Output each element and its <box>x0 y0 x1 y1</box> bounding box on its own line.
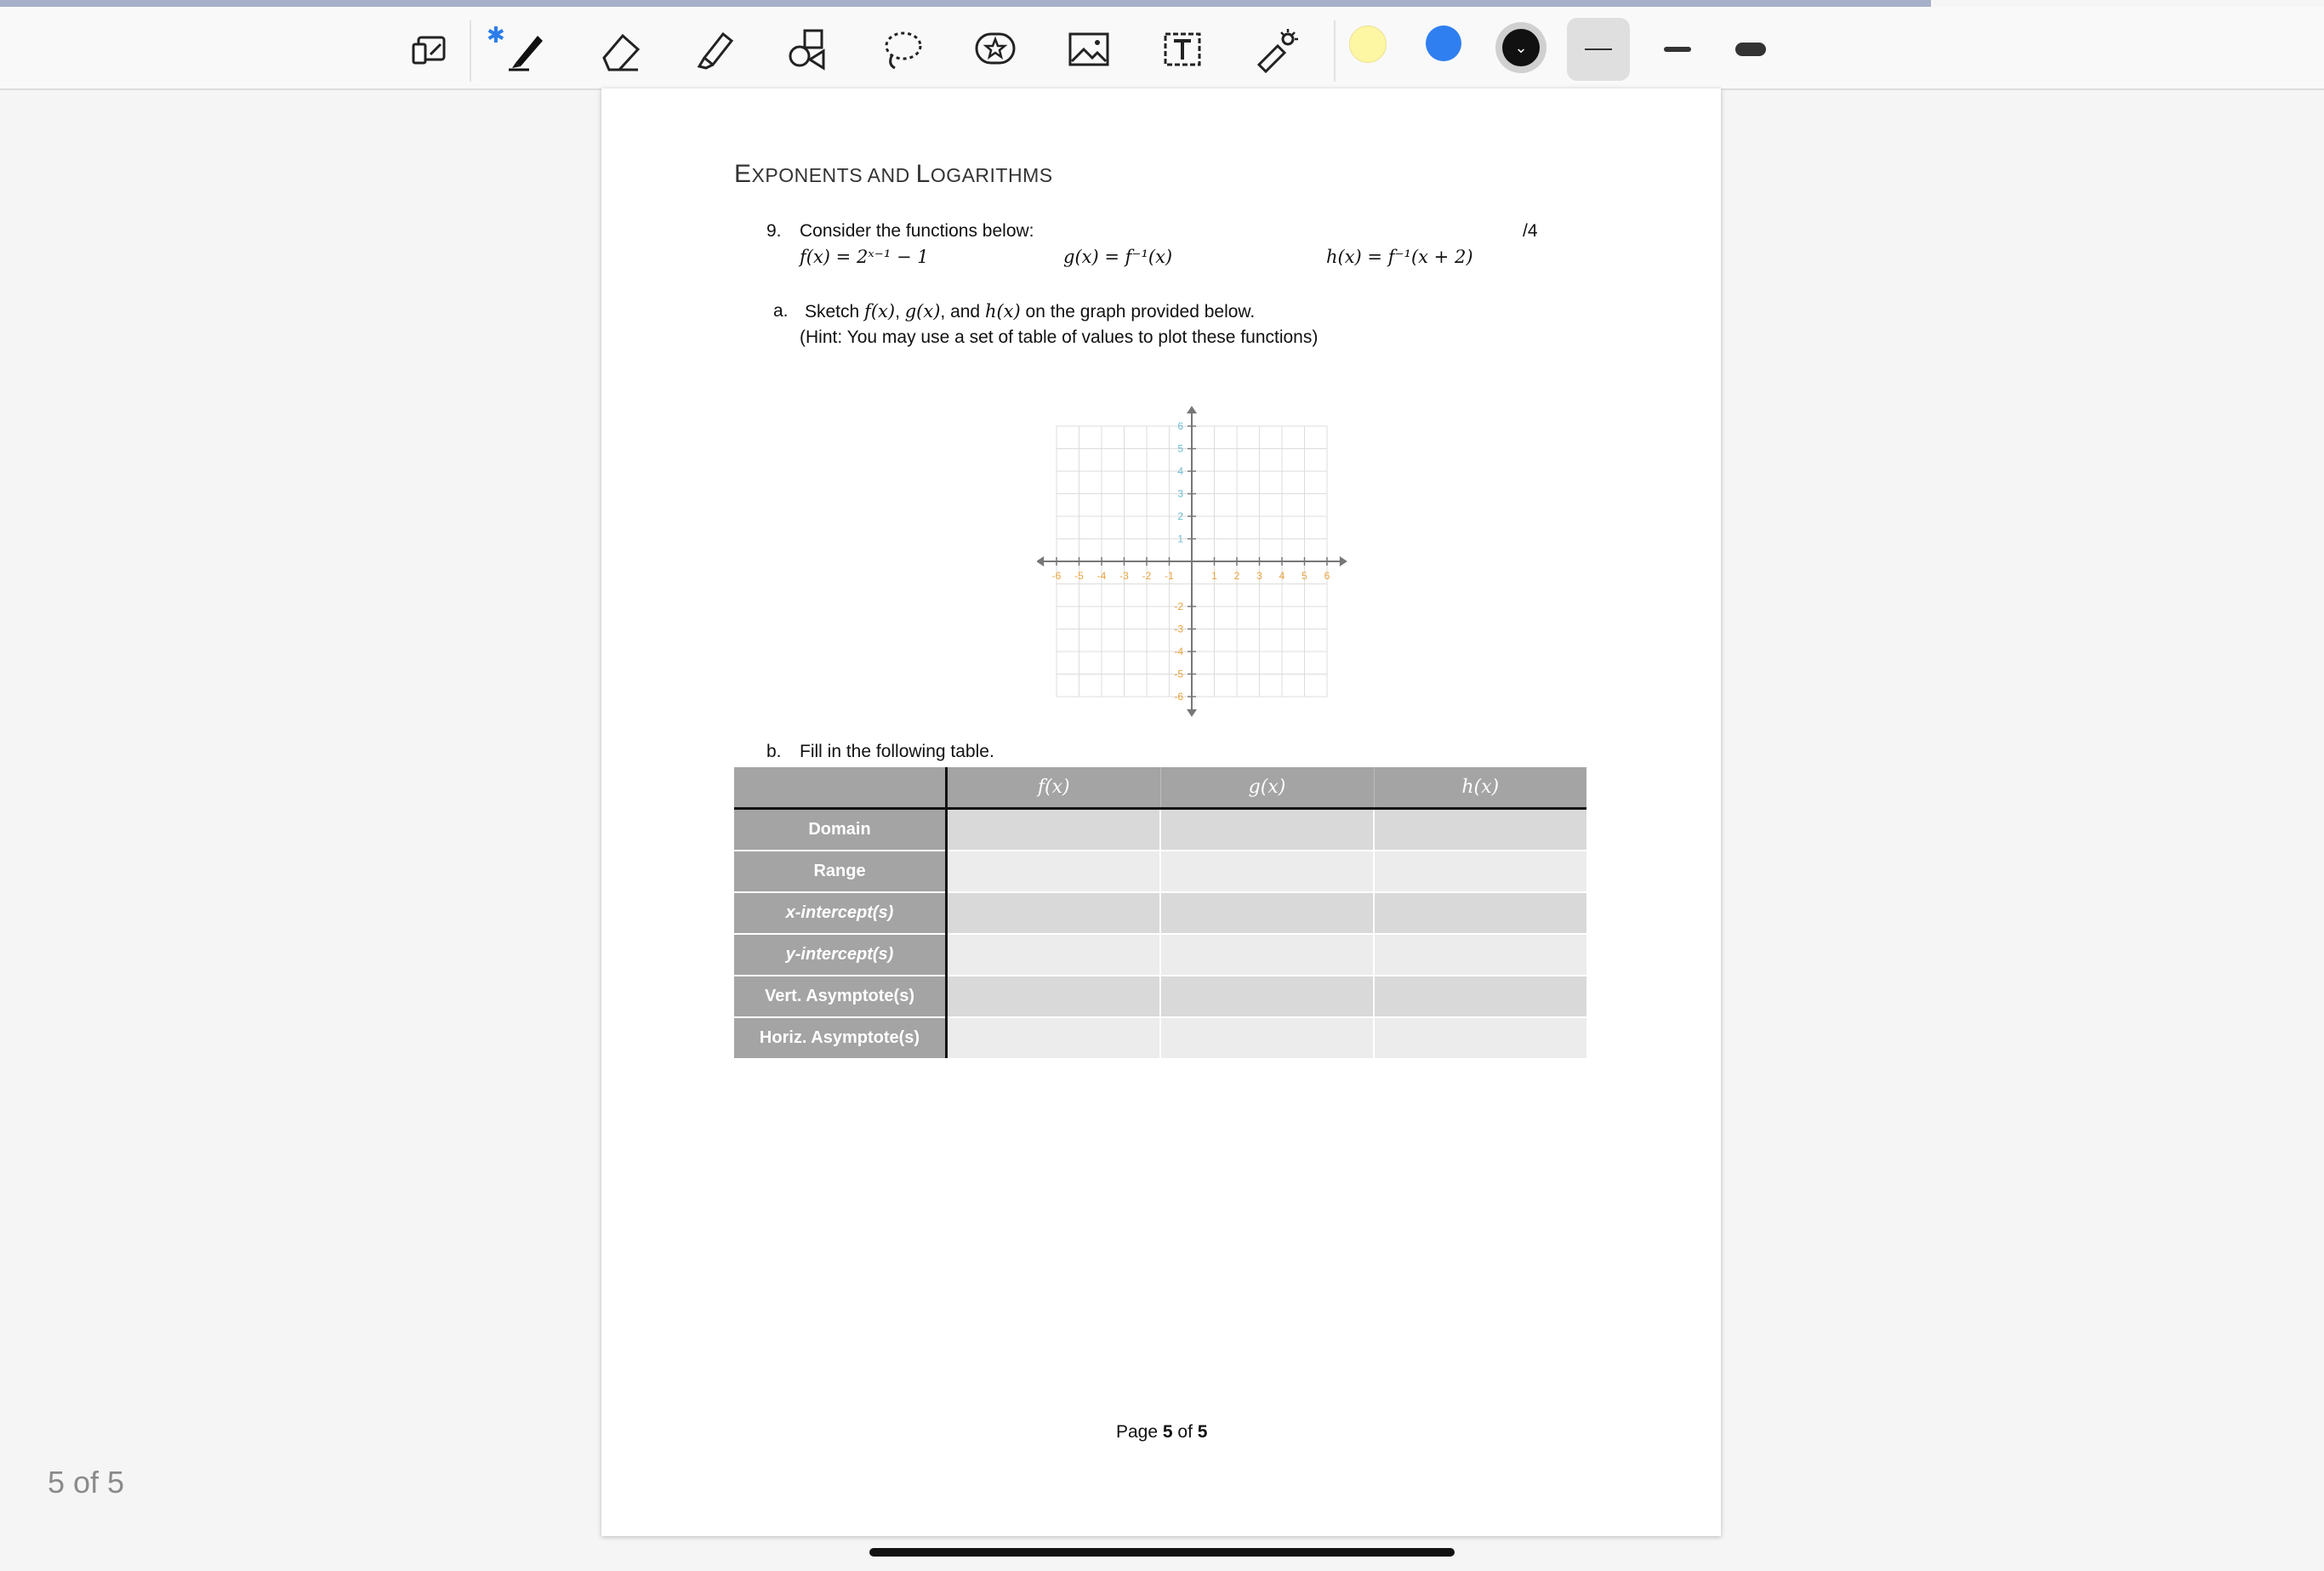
row-label-range: Range <box>734 851 947 892</box>
table-cell[interactable] <box>1160 1017 1374 1058</box>
part-b-label: b. <box>766 742 782 761</box>
color-swatch-black-selected[interactable] <box>1495 22 1546 73</box>
x-tick-label: -3 <box>1119 570 1129 582</box>
toolbar-separator <box>1334 20 1336 82</box>
row-label-domain: Domain <box>734 809 947 851</box>
part-a-hint: (Hint: You may use a set of table of values to plot these functions) <box>800 327 1319 347</box>
pen-icon[interactable] <box>500 22 555 77</box>
bluetooth-icon: ✱ <box>487 22 505 48</box>
table-cell[interactable] <box>1160 809 1374 851</box>
y-tick-label: -6 <box>1174 691 1183 703</box>
table-cell[interactable] <box>1374 892 1586 934</box>
y-tick-label: 4 <box>1177 465 1183 477</box>
table-cell[interactable] <box>1374 1017 1586 1058</box>
table-cell[interactable] <box>947 1017 1161 1058</box>
part-a-instruction: Sketch f(x), g(x), and h(x) on the graph provided below. <box>805 301 1256 322</box>
properties-table <box>734 767 1586 1058</box>
table-cell[interactable] <box>1160 851 1374 892</box>
top-progress-line <box>0 0 1931 7</box>
g-definition: g(x) = f⁻¹(x) <box>1063 247 1173 267</box>
table-cell[interactable] <box>1160 934 1374 976</box>
table-cell[interactable] <box>1374 976 1586 1017</box>
page-footer: Page 5 of 5 <box>1116 1422 1208 1442</box>
row-label-horizontal-asymptotes: Horiz. Asymptote(s) <box>734 1017 947 1058</box>
x-tick-label: 6 <box>1324 570 1330 582</box>
x-tick-label: 1 <box>1211 570 1217 582</box>
y-tick-label: 6 <box>1177 420 1183 432</box>
y-tick-label: -5 <box>1174 668 1183 680</box>
table-header-g: g(x) <box>1160 767 1374 809</box>
h-definition: h(x) = f⁻¹(x + 2) <box>1326 247 1473 267</box>
annotation-toolbar <box>0 7 2324 90</box>
x-axis-arrow-right <box>1340 556 1347 566</box>
question-text: Consider the functions below: <box>800 221 1034 241</box>
x-tick-label: 4 <box>1279 570 1285 582</box>
image-icon[interactable] <box>1062 22 1116 77</box>
lasso-icon[interactable] <box>874 22 929 77</box>
table-row <box>734 1017 1586 1058</box>
y-tick-label: 1 <box>1177 532 1183 545</box>
part-b-text: Fill in the following table. <box>800 742 994 761</box>
page-title: EXPONENTS AND LOGARITHMS <box>734 160 1053 188</box>
y-tick-label: -4 <box>1174 646 1183 657</box>
y-axis-arrow-down <box>1187 709 1197 717</box>
x-tick-label: 2 <box>1233 570 1240 582</box>
y-tick-label: -3 <box>1174 623 1183 635</box>
page-indicator: 5 of 5 <box>48 1465 125 1500</box>
home-indicator <box>869 1548 1455 1557</box>
table-header-row <box>734 767 1586 809</box>
x-tick-label: -2 <box>1142 570 1152 582</box>
y-tick-label: 2 <box>1177 510 1183 522</box>
table-header-f: f(x) <box>947 767 1161 809</box>
chevron-down-icon: ⌄ <box>1502 29 1540 66</box>
split-view-icon[interactable] <box>405 22 459 77</box>
table-cell[interactable] <box>947 809 1161 851</box>
x-tick-label: 5 <box>1302 570 1307 582</box>
x-tick-label: -6 <box>1051 570 1062 582</box>
table-row <box>734 892 1586 934</box>
toolbar-separator <box>470 20 471 82</box>
stroke-thin[interactable] <box>1567 18 1630 81</box>
highlighter-icon[interactable] <box>687 22 742 77</box>
table-header-h: h(x) <box>1374 767 1586 809</box>
table-row <box>734 934 1586 976</box>
part-a-label: a. <box>773 301 789 321</box>
row-label-vertical-asymptotes: Vert. Asymptote(s) <box>734 976 947 1017</box>
laser-pointer-icon[interactable] <box>1249 22 1303 77</box>
question-number: 9. <box>766 221 782 241</box>
table-cell[interactable] <box>947 851 1161 892</box>
y-tick-label: 3 <box>1177 487 1183 500</box>
row-label-x-intercepts: x-intercept(s) <box>734 892 947 934</box>
eraser-icon[interactable] <box>594 22 648 77</box>
question-marks: /4 <box>1523 221 1538 241</box>
table-cell[interactable] <box>1160 892 1374 934</box>
x-tick-label: -1 <box>1165 570 1174 582</box>
table-cell[interactable] <box>947 976 1161 1017</box>
table-corner <box>734 767 947 809</box>
table-cell[interactable] <box>1374 851 1586 892</box>
table-row <box>734 851 1586 892</box>
table-row <box>734 809 1586 851</box>
shapes-icon[interactable] <box>781 22 835 77</box>
row-label-y-intercepts: y-intercept(s) <box>734 934 947 976</box>
x-tick-label: -5 <box>1074 570 1084 582</box>
table-cell[interactable] <box>1374 809 1586 851</box>
table-cell[interactable] <box>947 892 1161 934</box>
color-swatch-yellow[interactable] <box>1349 26 1387 63</box>
table-cell[interactable] <box>947 934 1161 976</box>
x-axis-arrow-left <box>1037 556 1044 566</box>
f-definition: f(x) = 2ˣ⁻¹ − 1 <box>800 247 929 267</box>
table-row <box>734 976 1586 1017</box>
y-axis-arrow-up <box>1187 406 1197 413</box>
x-tick-label: 3 <box>1256 570 1262 582</box>
coordinate-grid[interactable] <box>1037 406 1350 717</box>
x-tick-label: -4 <box>1096 570 1107 582</box>
table-cell[interactable] <box>1160 976 1374 1017</box>
text-box-icon[interactable] <box>1155 22 1210 77</box>
pdf-page[interactable] <box>601 88 1721 1536</box>
sticker-icon[interactable] <box>968 22 1022 77</box>
stroke-medium[interactable] <box>1650 22 1705 77</box>
y-tick-label: 5 <box>1177 442 1183 455</box>
color-swatch-blue[interactable] <box>1426 26 1461 61</box>
table-cell[interactable] <box>1374 934 1586 976</box>
stroke-thick[interactable] <box>1723 22 1778 77</box>
y-tick-label: -2 <box>1174 601 1183 612</box>
